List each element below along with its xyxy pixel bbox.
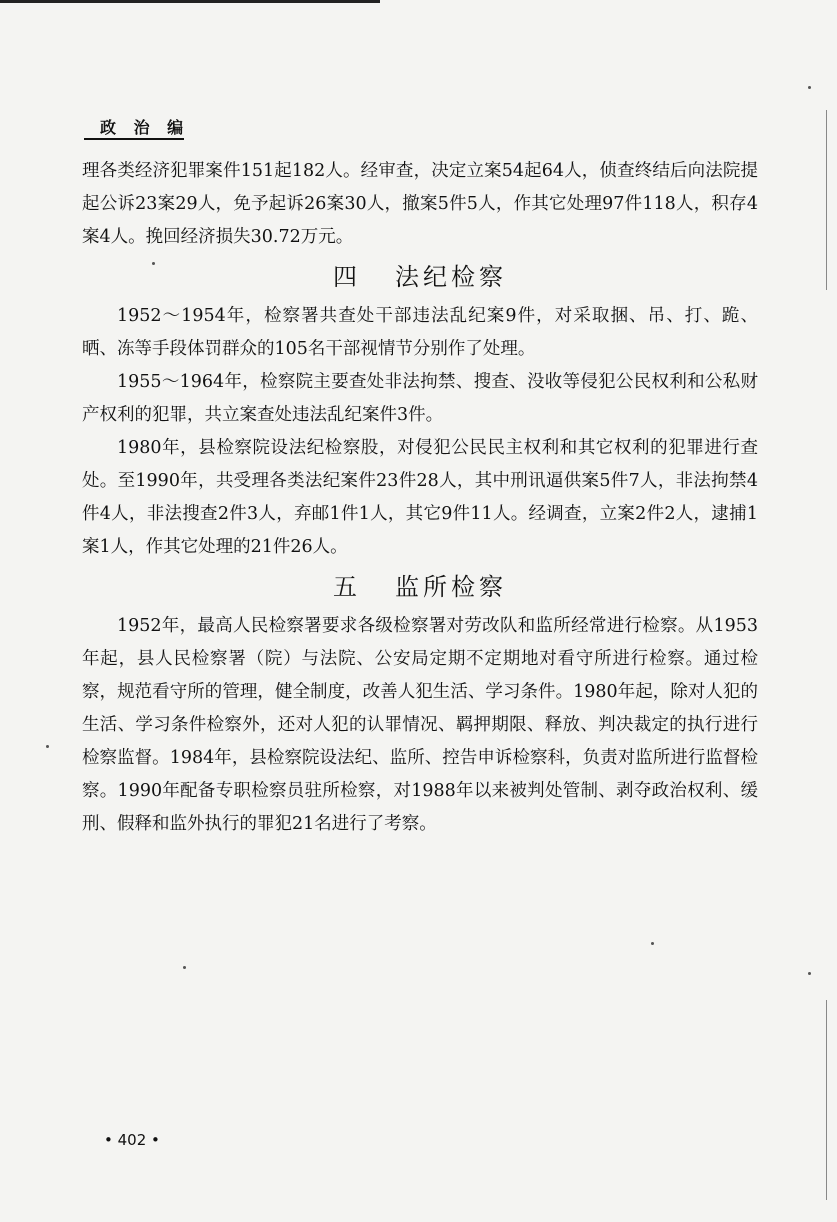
section-heading-5	[82, 564, 758, 610]
scan-speck	[651, 942, 654, 945]
paragraph: 1952年，最高人民检察署要求各级检察署对劳改队和监所经常进行检察。从1953年起，县人民检察署（院）与法院、公安局定期不定期地对看守所进行检察。通过检察，规范看守所的管理，健全制度，改善人犯生活、学习条件。1980年起，除对人犯的生活、学习条件检察外，还对人犯的认罪情况、羁押期限、释放、判决裁定的执行进行检察监督。1984年，县检察院设法纪、监所、控告申诉检察科，负责对监所进行监督检察。1990年配备专职检察员驻所检察，对1988年以来被判处管制、剥夺政治权利、缓刑、假释和监外执行的罪犯21名进行了考察。	[82, 616, 758, 834]
scan-speck	[152, 262, 155, 265]
page-number: • 402 •	[104, 1131, 160, 1149]
section-heading-4	[82, 254, 758, 300]
section-number: 五	[333, 573, 361, 601]
continued-paragraph: 理各类经济犯罪案件151起182人。经审查，决定立案54起64人，侦查终结后向法院提起公诉23案29人，免予起诉26案30人，撤案5件5人，作其它处理97件118人，积存4案4人。挽回经济损失30.72万元。	[82, 161, 758, 247]
paragraph: 1980年，县检察院设法纪检察股，对侵犯公民民主权利和其它权利的犯罪进行查处。至1990年，共受理各类法纪案件23件28人，其中刑讯逼供案5件7人，非法拘禁4件4人，非法搜查2件3人，弃邮1件1人，其它9件11人。经调查，立案2件2人，逮捕1案1人，作其它处理的21件26人。	[82, 438, 758, 557]
section-number: 四	[333, 263, 361, 291]
scan-speck	[808, 972, 811, 975]
scan-speck	[183, 966, 186, 969]
scan-edge-line	[826, 110, 827, 290]
top-edge-rule	[0, 0, 380, 3]
scan-speck	[808, 86, 811, 89]
scan-speck	[46, 745, 49, 748]
paragraph: 1955～1964年，检察院主要查处非法拘禁、搜查、没收等侵犯公民权利和公私财产权利的犯罪，共立案查处违法乱纪案件3件。	[82, 372, 758, 425]
paragraph: 1952～1954年，检察署共查处干部违法乱纪案9件，对采取捆、吊、打、跪、晒、冻等手段体罚群众的105名干部视情节分别作了处理。	[82, 306, 758, 359]
section-title: 监所检察	[395, 573, 507, 601]
running-head-rule	[84, 138, 184, 140]
body-text	[82, 155, 758, 841]
scan-edge-line	[826, 1000, 827, 1200]
section-title: 法纪检察	[395, 263, 507, 291]
running-head: 政 治 编	[100, 118, 190, 137]
